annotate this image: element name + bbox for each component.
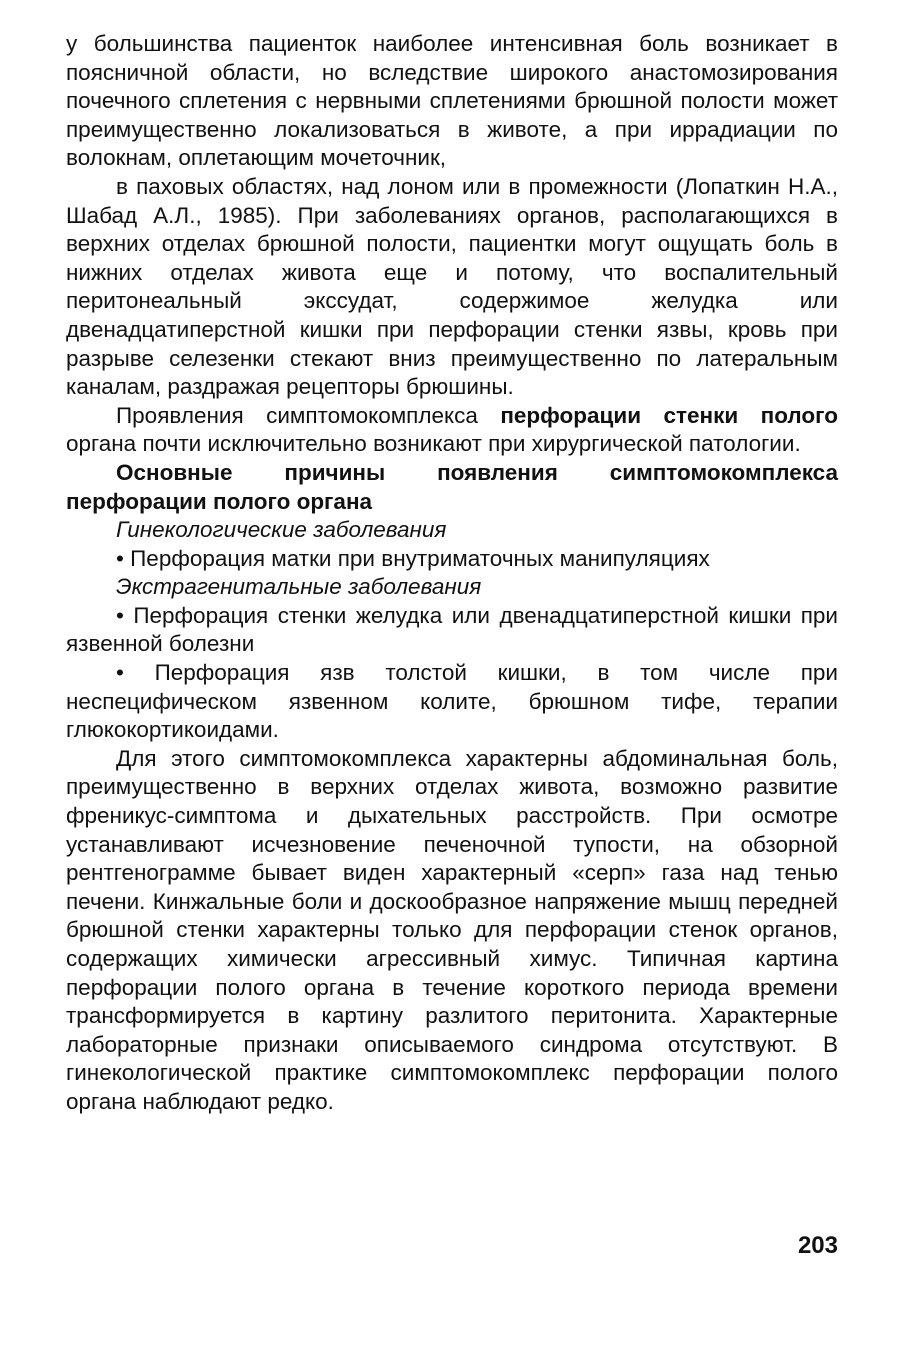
paragraph-symptoms: Для этого симптомокомплекса характерны абдоминальная боль, преимущественно в верхних отделах живота, возможно развитие френикус-симптома и дыхательных расстройств. При осмотре устанавливают исчезновение печеночной тупости, на обзорной рентгенограмме бывает виден характерный «серп» газа над тенью печени. Кинжальные боли и доскообразное напряжение мышц передней брюшной стенки характерны только для перфорации стенок органов, содержащих химически агрессивный химус. Типичная картина перфорации полого органа в течение короткого периода времени трансформируется в картину разлитого перитонита. Характерные лабораторные признаки описываемого синдрома отсутствуют. В гинекологической практике симптомокомплекс перфорации полого органа наблюдают редко.	[66, 745, 838, 1114]
page-text	[66, 30, 838, 1117]
subheading-extragenital: Экстрагенитальные заболевания	[116, 574, 482, 600]
bullet-stomach-perforation: • Перфорация стенки желудка или двенадцатиперстной кишки при язвенной болезни	[66, 602, 838, 657]
paragraph-continued: у большинства пациенток наиболее интенсивная боль возникает в поясничной области, но вследствие широкого анастомозирования почечного сплетения с нервными сплетениями брюшной полости может преимущественно локализоваться в животе, а при иррадиации по волокнам, оплетающим мочеточник,	[66, 31, 838, 171]
page-number: 203	[797, 1232, 838, 1259]
paragraph-groin-pain: в паховых областях, над лоном или в промежности (Лопаткин Н.А., Шабад А.Л., 1985). При заболеваниях органов, располагающихся в верхних отделах брюшной полости, пациентки могут ощущать боль в нижних отделах живота еще и потому, что воспалительный перитонеальный экссудат, содержимое желудка или двенадцатиперстной кишки при перфорации стенки язвы, кровь при разрыве селезенки стекают вниз преимущественно по латеральным каналам, раздражая рецепторы брюшины.	[66, 173, 838, 400]
paragraph-perforation-intro	[66, 402, 838, 459]
bullet-uterus-perforation: • Перфорация матки при внутриматочных манипуляциях	[116, 545, 710, 571]
paragraph-perforation-intro-start: Проявления симптомокомплекса	[116, 402, 501, 428]
paragraph-perforation-intro-bold: перфорации стенки полого	[500, 402, 838, 428]
subheading-gynecologic: Гинекологические заболевания	[116, 517, 447, 543]
bullet-colon-perforation: • Перфорация язв толстой кишки, в том числе при неспецифическом язвенном колите, брюшном тифе, терапии глюкокортикоидами.	[66, 660, 838, 743]
paragraph-perforation-intro-end: органа почти исключительно возникают при хирургической патологии.	[66, 431, 801, 457]
section-heading: Основные причины появления симптомокомплекса перфорации полого органа	[66, 459, 838, 514]
